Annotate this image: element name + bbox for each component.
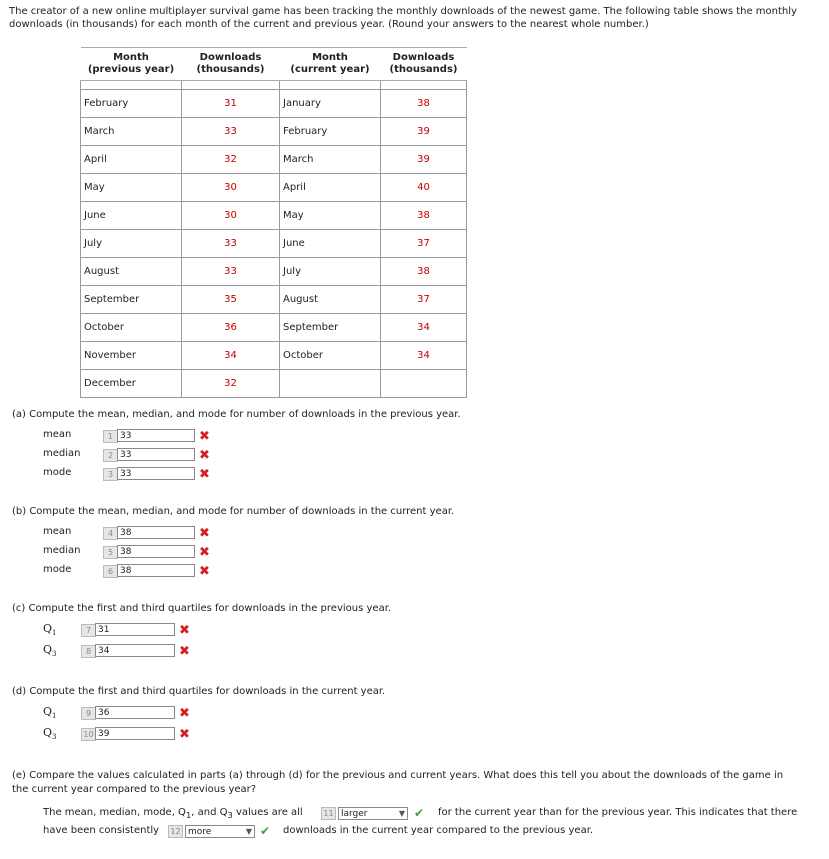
month-previous-cell: September [81, 286, 182, 314]
downloads-previous-cell: 34 [182, 342, 280, 370]
q3-label [43, 643, 57, 658]
correct-check-icon: ✔ [260, 824, 271, 838]
month-previous-cell: August [81, 258, 182, 286]
table-body [81, 90, 467, 398]
q-letter: Q [43, 726, 53, 739]
month-previous-cell: March [81, 118, 182, 146]
downloads-previous-cell: 31 [182, 90, 280, 118]
question-a: (a) Compute the mean, median, and mode for number of downloads in the previous year. [12, 409, 461, 420]
downloads-previous-cell: 30 [182, 174, 280, 202]
table-row [81, 286, 467, 314]
downloads-current-cell [381, 370, 467, 398]
answer-input[interactable]: 38 [117, 564, 195, 577]
month-current-cell: April [280, 174, 381, 202]
select-value: larger [341, 809, 368, 819]
chevron-down-icon: ▼ [398, 809, 405, 818]
answer-label: mode [43, 564, 72, 575]
q1-label [43, 622, 57, 637]
downloads-previous-cell: 33 [182, 258, 280, 286]
answer-tag: 2 [103, 449, 118, 462]
select-value: more [188, 827, 212, 837]
downloads-previous-cell: 35 [182, 286, 280, 314]
answer-input[interactable]: 33 [117, 429, 195, 442]
q-subscript: 3 [52, 733, 57, 742]
answer-tag-12: 12 [168, 825, 183, 838]
larger-smaller-select[interactable] [338, 807, 408, 820]
month-current-cell: May [280, 202, 381, 230]
answer-tag: 3 [103, 468, 118, 481]
question-d: (d) Compute the first and third quartiles for downloads in the current year. [12, 686, 386, 697]
sentence-post1: for the current year than for the previous year. This indicates that there [438, 807, 798, 818]
answer-label: mean [43, 526, 72, 537]
incorrect-x-icon: ✖ [199, 526, 210, 541]
q-letter: Q [43, 622, 53, 635]
downloads-current-cell: 38 [381, 202, 467, 230]
month-current-cell: July [280, 258, 381, 286]
header-month-previous: Month (previous year) [81, 48, 182, 81]
month-current-cell: October [280, 342, 381, 370]
answer-tag: 8 [81, 645, 96, 658]
incorrect-x-icon: ✖ [199, 448, 210, 463]
month-previous-cell: June [81, 202, 182, 230]
table-row [81, 342, 467, 370]
question-c: (c) Compute the first and third quartiles for downloads in the previous year. [12, 603, 392, 614]
month-previous-cell: December [81, 370, 182, 398]
answer-tag: 9 [81, 707, 96, 720]
incorrect-x-icon: ✖ [199, 545, 210, 560]
table-row [81, 90, 467, 118]
sentence-mid: , and Q [191, 807, 228, 818]
answer-input[interactable]: 33 [117, 448, 195, 461]
month-previous-cell: November [81, 342, 182, 370]
answer-tag: 4 [103, 527, 118, 540]
month-current-cell: January [280, 90, 381, 118]
chevron-down-icon: ▼ [245, 827, 252, 836]
month-current-cell: February [280, 118, 381, 146]
table-row [81, 174, 467, 202]
sentence-mid2: values are all [232, 807, 303, 818]
answer-label: mean [43, 429, 72, 440]
more-fewer-select[interactable] [185, 825, 255, 838]
month-previous-cell: April [81, 146, 182, 174]
q-subscript: 3 [52, 650, 57, 659]
incorrect-x-icon: ✖ [179, 623, 190, 638]
table-row [81, 258, 467, 286]
answer-tag: 10 [81, 728, 96, 741]
table-row [81, 230, 467, 258]
answer-label: mode [43, 467, 72, 478]
q1-sub: 1 [185, 810, 192, 820]
incorrect-x-icon: ✖ [179, 727, 190, 742]
downloads-current-cell: 38 [381, 258, 467, 286]
header-month-current: Month (current year) [280, 48, 381, 81]
downloads-current-cell: 37 [381, 230, 467, 258]
answer-tag-11: 11 [321, 807, 336, 820]
downloads-previous-cell: 33 [182, 118, 280, 146]
incorrect-x-icon: ✖ [199, 467, 210, 482]
month-current-cell: September [280, 314, 381, 342]
month-current-cell: March [280, 146, 381, 174]
answer-input[interactable]: 33 [117, 467, 195, 480]
q1-label [43, 705, 57, 720]
question-b: (b) Compute the mean, median, and mode for number of downloads in the current year. [12, 506, 455, 517]
table-header-row [81, 48, 467, 81]
header-downloads-previous: Downloads (thousands) [182, 48, 280, 81]
q-subscript: 1 [52, 629, 57, 638]
incorrect-x-icon: ✖ [199, 564, 210, 579]
q-letter: Q [43, 643, 53, 656]
table-row [81, 118, 467, 146]
answer-input[interactable]: 31 [95, 623, 175, 636]
downloads-previous-cell: 32 [182, 146, 280, 174]
question-e: (e) Compare the values calculated in parts (a) through (d) for the previous and current years. What does this tell you about the downloads of the game in the current year compared to the previous year? [12, 770, 784, 795]
header-downloads-current: Downloads (thousands) [381, 48, 467, 81]
table-row [81, 314, 467, 342]
downloads-previous-cell: 30 [182, 202, 280, 230]
month-current-cell: August [280, 286, 381, 314]
sentence-line2-pre: have been consistently [43, 825, 160, 836]
downloads-current-cell: 39 [381, 146, 467, 174]
answer-input[interactable]: 34 [95, 644, 175, 657]
table-row [81, 370, 467, 398]
q3-sub: 3 [227, 810, 233, 820]
incorrect-x-icon: ✖ [179, 706, 190, 721]
downloads-previous-cell: 32 [182, 370, 280, 398]
table-row [81, 202, 467, 230]
month-previous-cell: October [81, 314, 182, 342]
month-current-cell [280, 370, 381, 398]
incorrect-x-icon: ✖ [179, 644, 190, 659]
intro-text: The creator of a new online multiplayer survival game has been tracking the monthly downloads of the newest game. The following table shows the monthly downloads (in thousands) for each month of the current and previous year. (Round your answers to the nearest whole number.) [9, 6, 797, 30]
month-current-cell: June [280, 230, 381, 258]
table-row [81, 146, 467, 174]
sentence-pre: The mean, median, mode, Q [43, 807, 186, 818]
downloads-previous-cell: 36 [182, 314, 280, 342]
answer-tag: 1 [103, 430, 118, 443]
answer-label: median [43, 448, 81, 459]
answer-tag: 5 [103, 546, 118, 559]
downloads-current-cell: 34 [381, 314, 467, 342]
sentence-post2: downloads in the current year compared to the previous year. [283, 825, 594, 836]
answer-label: median [43, 545, 81, 556]
downloads-previous-cell: 33 [182, 230, 280, 258]
q3-label [43, 726, 57, 741]
q-subscript: 1 [52, 712, 57, 721]
downloads-current-cell: 38 [381, 90, 467, 118]
downloads-current-cell: 37 [381, 286, 467, 314]
answer-input[interactable]: 38 [117, 526, 195, 539]
q-letter: Q [43, 705, 53, 718]
answer-tag: 7 [81, 624, 96, 637]
month-previous-cell: May [81, 174, 182, 202]
answer-input[interactable]: 39 [95, 727, 175, 740]
answer-tag: 6 [103, 565, 118, 578]
downloads-current-cell: 39 [381, 118, 467, 146]
month-previous-cell: February [81, 90, 182, 118]
incorrect-x-icon: ✖ [199, 429, 210, 444]
downloads-current-cell: 34 [381, 342, 467, 370]
month-previous-cell: July [81, 230, 182, 258]
downloads-current-cell: 40 [381, 174, 467, 202]
correct-check-icon: ✔ [414, 806, 425, 820]
answer-input[interactable]: 36 [95, 706, 175, 719]
downloads-table [80, 47, 467, 398]
answer-input[interactable]: 38 [117, 545, 195, 558]
